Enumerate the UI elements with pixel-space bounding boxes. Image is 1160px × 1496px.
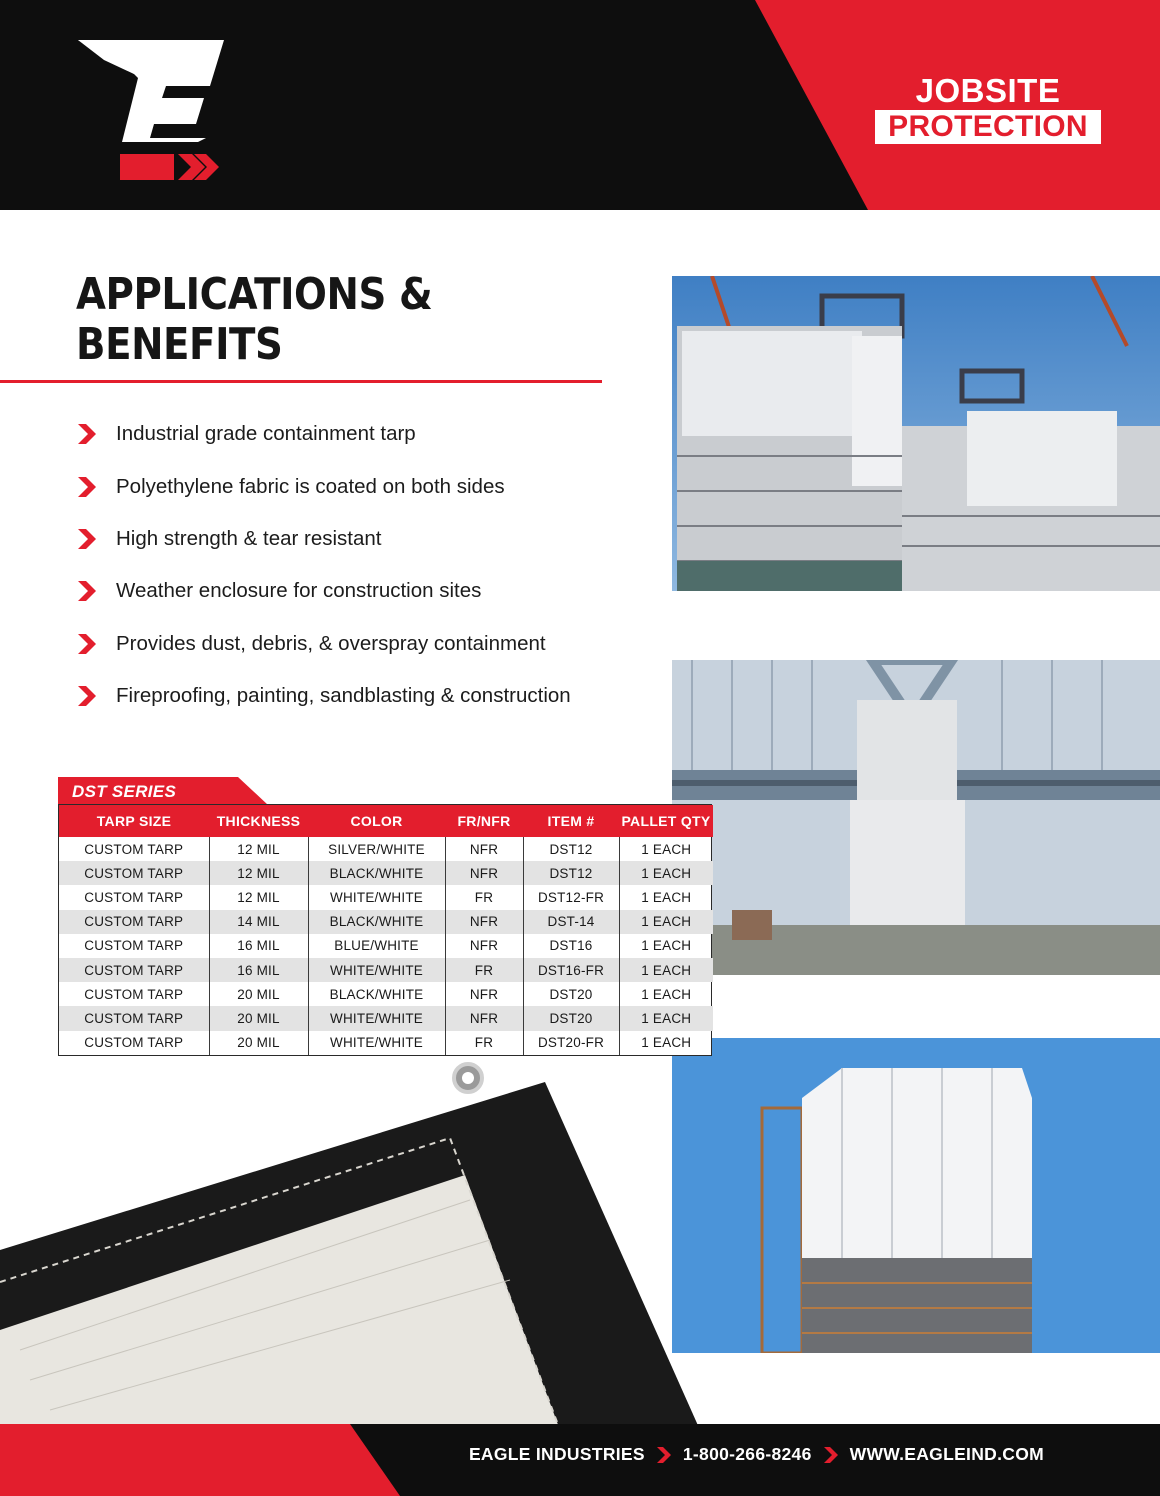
header-banner bbox=[0, 0, 1160, 210]
table-cell: FR bbox=[445, 885, 523, 909]
table-cell: 1 EACH bbox=[619, 910, 713, 934]
table-cell: BLACK/WHITE bbox=[308, 982, 445, 1006]
jobsite-protection-badge bbox=[872, 74, 1104, 144]
benefit-item bbox=[78, 565, 638, 617]
table-cell: DST16-FR bbox=[523, 958, 619, 982]
table-cell: 1 EACH bbox=[619, 861, 713, 885]
table-cell: 1 EACH bbox=[619, 958, 713, 982]
benefit-item bbox=[78, 408, 638, 460]
table-header-cell: FR/NFR bbox=[445, 805, 523, 837]
benefit-item bbox=[78, 460, 638, 512]
table-cell: 1 EACH bbox=[619, 1006, 713, 1030]
table-cell: 1 EACH bbox=[641, 889, 692, 905]
table-row bbox=[59, 910, 713, 934]
table-cell: 20 MIL bbox=[209, 982, 308, 1006]
table-cell: CUSTOM TARP bbox=[59, 958, 209, 982]
table-cell: WHITE/WHITE bbox=[308, 1031, 445, 1055]
table-cell: CUSTOM TARP bbox=[59, 910, 209, 934]
table-body bbox=[59, 837, 713, 1055]
table-cell: 16 MIL bbox=[209, 934, 308, 958]
table-cell: 1 EACH bbox=[641, 1035, 692, 1051]
page-title-line1: APPLICATIONS & bbox=[76, 269, 433, 320]
table-cell: CUSTOM TARP bbox=[59, 1006, 209, 1030]
page-title bbox=[76, 270, 534, 370]
table-cell: DST12 bbox=[523, 861, 619, 885]
table-cell: BLACK/WHITE bbox=[308, 861, 445, 885]
title-divider bbox=[0, 380, 602, 383]
table-cell: NFR bbox=[445, 861, 523, 885]
table-cell: DST16 bbox=[523, 934, 619, 958]
building-enclosure-photo bbox=[672, 276, 1160, 591]
footer-company: EAGLE INDUSTRIES bbox=[468, 1444, 645, 1464]
table-cell: BLACK/WHITE bbox=[308, 910, 445, 934]
badge-top-text: JOBSITE bbox=[915, 72, 1061, 109]
table-row bbox=[59, 861, 713, 885]
table-header-cell: ITEM # bbox=[523, 805, 619, 837]
footer-bar bbox=[0, 1424, 1160, 1496]
table-header-cell: TARP SIZE bbox=[59, 805, 209, 837]
table-row bbox=[59, 934, 713, 958]
tarp-sample-image bbox=[0, 1050, 700, 1430]
benefit-text: Weather enclosure for construction sites bbox=[116, 579, 482, 603]
chevron-right-icon bbox=[78, 529, 96, 549]
table-cell: CUSTOM TARP bbox=[59, 837, 209, 861]
table-cell: DST20-FR bbox=[523, 1031, 619, 1055]
footer-contact bbox=[469, 1444, 1044, 1465]
table-cell: NFR bbox=[445, 837, 523, 861]
table-cell: NFR bbox=[445, 934, 523, 958]
table-cell: DST-14 bbox=[523, 910, 619, 934]
table-cell: 1 EACH bbox=[641, 986, 692, 1002]
table-row bbox=[59, 885, 713, 909]
footer-red-panel bbox=[0, 1424, 400, 1496]
table-cell: 12 MIL bbox=[209, 837, 308, 861]
table-cell: CUSTOM TARP bbox=[59, 885, 209, 909]
table-header-row bbox=[59, 805, 713, 837]
benefits-list bbox=[78, 408, 638, 722]
table-header-cell: COLOR bbox=[308, 805, 445, 837]
badge-bottom-text: PROTECTION bbox=[875, 110, 1101, 144]
table-header-cell: PALLET QTY bbox=[619, 805, 713, 837]
chevron-right-icon bbox=[657, 1447, 671, 1463]
table-cell: NFR bbox=[445, 982, 523, 1006]
table-cell: 20 MIL bbox=[209, 1031, 308, 1055]
table-cell: 1 EACH bbox=[641, 841, 692, 857]
table-cell: 12 MIL bbox=[209, 885, 308, 909]
table-row bbox=[59, 1031, 713, 1055]
product-table bbox=[58, 804, 712, 1056]
benefit-item bbox=[78, 513, 638, 565]
table-cell: NFR bbox=[445, 910, 523, 934]
table-cell: DST20 bbox=[523, 1006, 619, 1030]
chevron-right-icon bbox=[78, 424, 96, 444]
table-cell: WHITE/WHITE bbox=[308, 958, 445, 982]
table-cell: 14 MIL bbox=[209, 910, 308, 934]
bridge-pier-photo bbox=[672, 660, 1160, 975]
table-cell: 1 EACH bbox=[641, 938, 692, 954]
chevron-right-icon bbox=[78, 581, 96, 601]
benefit-text: Provides dust, debris, & overspray containment bbox=[116, 631, 546, 655]
table-row bbox=[59, 837, 713, 861]
page-title-line2: BENEFITS bbox=[76, 319, 283, 370]
series-label: DST SERIES bbox=[72, 782, 177, 801]
table-row bbox=[59, 982, 713, 1006]
benefit-text: Polyethylene fabric is coated on both sides bbox=[116, 474, 505, 498]
table-row bbox=[59, 1006, 713, 1030]
table-cell: WHITE/WHITE bbox=[308, 885, 445, 909]
benefit-text: Industrial grade containment tarp bbox=[116, 422, 416, 446]
table-cell: CUSTOM TARP bbox=[59, 861, 209, 885]
table-cell: FR bbox=[445, 958, 523, 982]
table-cell: SILVER/WHITE bbox=[308, 837, 445, 861]
benefit-item bbox=[78, 618, 638, 670]
tower-enclosure-photo bbox=[672, 1038, 1160, 1353]
footer-website: WWW.EAGLEIND.COM bbox=[849, 1444, 1044, 1464]
benefit-text: Fireproofing, painting, sandblasting & construction bbox=[116, 684, 571, 708]
table-header-cell: THICKNESS bbox=[209, 805, 308, 837]
eagle-e-logo-icon bbox=[74, 38, 234, 188]
table-cell: CUSTOM TARP bbox=[59, 1031, 209, 1055]
table-cell: FR bbox=[445, 1031, 523, 1055]
chevron-right-icon bbox=[78, 477, 96, 497]
table-cell: 20 MIL bbox=[209, 1006, 308, 1030]
table-cell: BLUE/WHITE bbox=[308, 934, 445, 958]
table-cell: CUSTOM TARP bbox=[59, 934, 209, 958]
table-row bbox=[59, 958, 713, 982]
chevron-right-icon bbox=[824, 1447, 838, 1463]
table-cell: DST20 bbox=[523, 982, 619, 1006]
table-cell: CUSTOM TARP bbox=[59, 982, 209, 1006]
table-cell: 16 MIL bbox=[209, 958, 308, 982]
table-cell: NFR bbox=[445, 1006, 523, 1030]
chevron-right-icon bbox=[78, 686, 96, 706]
footer-phone: 1-800-266-8246 bbox=[682, 1444, 812, 1464]
table-cell: DST12-FR bbox=[523, 885, 619, 909]
table-cell: 12 MIL bbox=[209, 861, 308, 885]
benefit-text: High strength & tear resistant bbox=[116, 526, 382, 550]
table-cell: DST12 bbox=[523, 837, 619, 861]
table-cell: WHITE/WHITE bbox=[308, 1006, 445, 1030]
chevron-right-icon bbox=[78, 634, 96, 654]
benefit-item bbox=[78, 670, 638, 722]
